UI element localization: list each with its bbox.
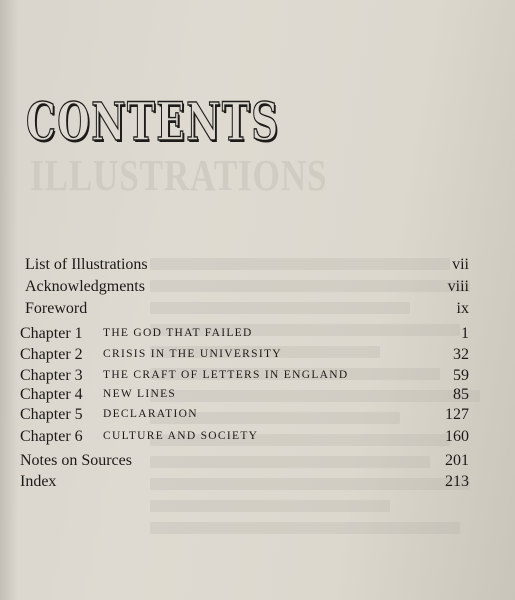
toc-chapter — [0, 428, 515, 448]
toc-entry — [0, 473, 515, 493]
chapter-title: CRISIS IN THE UNIVERSITY — [103, 348, 282, 360]
chapter-number: Chapter 5 — [20, 406, 83, 423]
chapter-number: Chapter 2 — [20, 346, 83, 363]
chapter-number: Chapter 3 — [20, 367, 83, 384]
chapter-title: NEW LINES — [103, 388, 177, 400]
toc-entry — [0, 452, 515, 472]
toc-entry-label: Foreword — [25, 300, 88, 317]
toc-entry-label: Index — [20, 473, 57, 490]
chapter-page: 127 — [445, 406, 469, 423]
chapter-page: 1 — [461, 325, 469, 342]
toc-chapter — [0, 346, 515, 366]
toc-entry — [0, 278, 515, 298]
toc-chapter — [0, 367, 515, 387]
toc-entry-page: viii — [447, 278, 469, 295]
toc-chapter — [0, 325, 515, 345]
chapter-number: Chapter 6 — [20, 428, 83, 445]
toc-entry-page: 201 — [445, 452, 469, 469]
chapter-page: 85 — [453, 386, 469, 403]
toc-entry-label: List of Illustrations — [25, 256, 148, 273]
toc-entry — [0, 256, 515, 276]
chapter-title: THE GOD THAT FAILED — [103, 327, 253, 339]
toc-entry-page: vii — [452, 256, 469, 273]
bleed-through-title: ILLUSTRATIONS — [30, 151, 328, 200]
toc-entry-page: ix — [456, 300, 469, 317]
chapter-title: THE CRAFT OF LETTERS IN ENGLAND — [103, 369, 349, 381]
chapter-title: DECLARATION — [103, 408, 198, 420]
chapter-number: Chapter 4 — [20, 386, 83, 403]
chapter-title: CULTURE AND SOCIETY — [103, 430, 259, 442]
toc-entry-label: Acknowledgments — [25, 278, 145, 295]
toc-entry-page: 213 — [445, 473, 469, 490]
toc-entry-label: Notes on Sources — [20, 452, 132, 469]
chapter-page: 160 — [445, 428, 469, 445]
chapter-number: Chapter 1 — [20, 325, 83, 342]
toc-chapter — [0, 386, 515, 406]
page-title: CONTENTS — [26, 92, 280, 153]
chapter-page: 59 — [453, 367, 469, 384]
toc-chapter — [0, 406, 515, 426]
chapter-page: 32 — [453, 346, 469, 363]
toc-entry — [0, 300, 515, 320]
